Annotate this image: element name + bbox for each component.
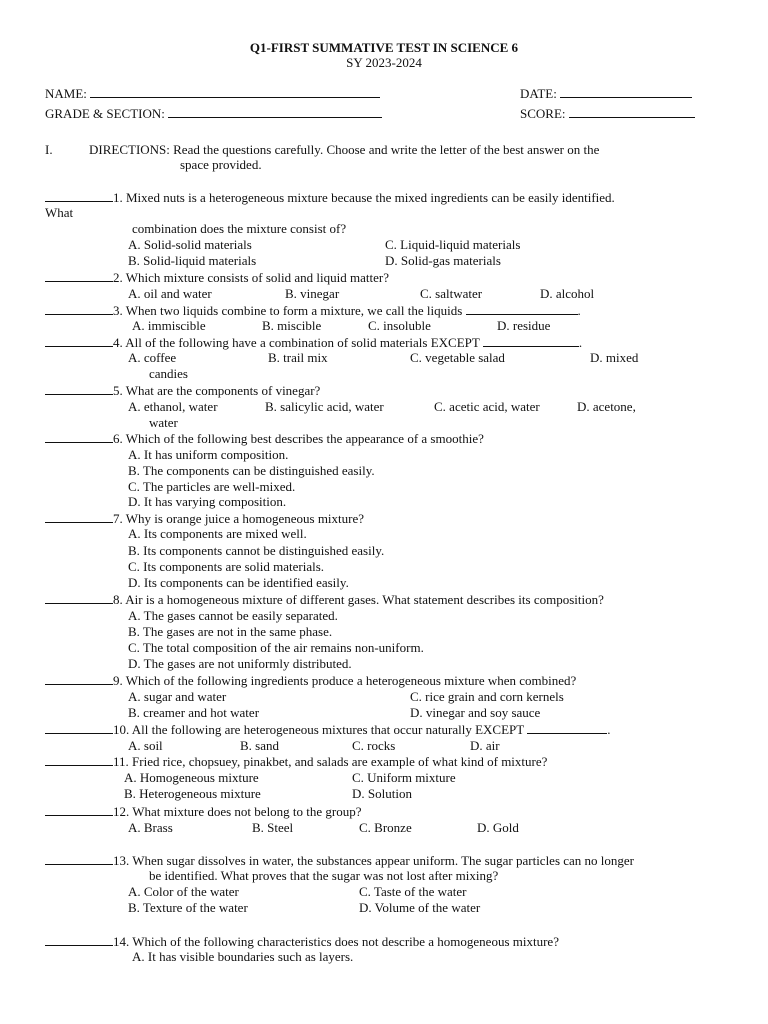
q7-option-a: A. Its components are mixed well. bbox=[128, 526, 307, 541]
q6-text: 6. Which of the following best describes the appearance of a smoothie? bbox=[113, 431, 484, 446]
q13-line2: be identified. What proves that the sugar was not lost after mixing? bbox=[149, 868, 499, 883]
grade-section-label: GRADE & SECTION: bbox=[45, 106, 165, 121]
q13-option-b: B. Texture of the water bbox=[128, 900, 248, 915]
answer-blank-3[interactable] bbox=[45, 302, 113, 315]
q3-option-d: D. residue bbox=[497, 318, 551, 333]
q5-option-a: A. ethanol, water bbox=[128, 399, 218, 414]
q11-option-a: A. Homogeneous mixture bbox=[124, 770, 259, 785]
q12-option-b: B. Steel bbox=[252, 820, 294, 835]
q6-option-a: A. It has uniform composition. bbox=[128, 447, 289, 462]
answer-blank-10[interactable] bbox=[45, 721, 113, 734]
q7-option-c: C. Its components are solid materials. bbox=[128, 559, 325, 574]
q1-option-a: A. Solid-solid materials bbox=[128, 237, 252, 252]
test-title: Q1-FIRST SUMMATIVE TEST IN SCIENCE 6 bbox=[249, 40, 519, 55]
q1-line2: combination does the mixture consist of? bbox=[132, 221, 347, 236]
q9-option-b: B. creamer and hot water bbox=[128, 705, 260, 720]
question-3: 3. When two liquids combine to form a mixture, we call the liquids . bbox=[45, 302, 581, 319]
answer-blank-8[interactable] bbox=[45, 591, 113, 604]
q13-option-c: C. Taste of the water bbox=[359, 884, 467, 899]
school-year: SY 2023-2024 bbox=[346, 55, 422, 70]
q8-option-d: D. The gases are not uniformly distributed. bbox=[128, 656, 352, 671]
q13-option-a: A. Color of the water bbox=[128, 884, 239, 899]
answer-blank-12[interactable] bbox=[45, 803, 113, 816]
q6-option-d: D. It has varying composition. bbox=[128, 494, 287, 509]
q8-option-c: C. The total composition of the air remains non-uniform. bbox=[128, 640, 424, 655]
q5-option-a-cont: water bbox=[149, 415, 178, 430]
answer-blank-11[interactable] bbox=[45, 753, 113, 766]
question-11 bbox=[45, 753, 547, 770]
q6-option-c: C. The particles are well-mixed. bbox=[128, 479, 296, 494]
q4-text: 4. All of the following have a combination of solid materials EXCEPT bbox=[113, 335, 480, 350]
q1-option-c: C. Liquid-liquid materials bbox=[385, 237, 521, 252]
q10-text: 10. All the following are heterogeneous mixtures that occur naturally EXCEPT bbox=[113, 722, 524, 737]
q7-option-b: B. Its components cannot be distinguished easily. bbox=[128, 543, 385, 558]
name-label: NAME: bbox=[45, 86, 87, 101]
q4-option-d-cont: candies bbox=[149, 366, 188, 381]
q5-option-c: C. acetic acid, water bbox=[434, 399, 540, 414]
q8-option-b: B. The gases are not in the same phase. bbox=[128, 624, 333, 639]
answer-blank-1[interactable] bbox=[45, 189, 113, 202]
score-field[interactable] bbox=[520, 105, 695, 122]
q14-option-a: A. It has visible boundaries such as layers. bbox=[132, 949, 354, 964]
directions-line1: DIRECTIONS: Read the questions carefully. Choose and write the letter of the best answer on the bbox=[89, 142, 600, 157]
score-blank[interactable] bbox=[569, 105, 695, 118]
question-12 bbox=[45, 803, 362, 820]
q8-text: 8. Air is a homogeneous mixture of different gases. What statement describes its composition? bbox=[113, 592, 604, 607]
answer-blank-5[interactable] bbox=[45, 382, 113, 395]
question-2 bbox=[45, 269, 389, 286]
question-13 bbox=[45, 852, 634, 869]
q6-option-b: B. The components can be distinguished easily. bbox=[128, 463, 375, 478]
q9-option-a: A. sugar and water bbox=[128, 689, 227, 704]
question-8 bbox=[45, 591, 604, 608]
q12-option-c: C. Bronze bbox=[359, 820, 412, 835]
q10-option-d: D. air bbox=[470, 738, 500, 753]
q13-option-d: D. Volume of the water bbox=[359, 900, 481, 915]
question-5 bbox=[45, 382, 320, 399]
q3-option-a: A. immiscible bbox=[132, 318, 206, 333]
q12-text: 12. What mixture does not belong to the group? bbox=[113, 804, 362, 819]
q10-option-c: C. rocks bbox=[352, 738, 396, 753]
date-label: DATE: bbox=[520, 86, 557, 101]
q1-text: 1. Mixed nuts is a heterogeneous mixture because the mixed ingredients can be easily identified. bbox=[113, 190, 615, 205]
answer-blank-13[interactable] bbox=[45, 852, 113, 865]
q10-fill-blank[interactable] bbox=[527, 721, 607, 734]
q11-option-d: D. Solution bbox=[352, 786, 412, 801]
answer-blank-4[interactable] bbox=[45, 334, 113, 347]
name-blank[interactable] bbox=[90, 85, 380, 98]
q11-option-c: C. Uniform mixture bbox=[352, 770, 456, 785]
q1-what: What bbox=[45, 205, 74, 220]
q3-option-c: C. insoluble bbox=[368, 318, 431, 333]
q3-text: 3. When two liquids combine to form a mixture, we call the liquids bbox=[113, 303, 463, 318]
q9-text: 9. Which of the following ingredients produce a heterogeneous mixture when combined? bbox=[113, 673, 577, 688]
q11-option-b: B. Heterogeneous mixture bbox=[124, 786, 261, 801]
q2-option-d: D. alcohol bbox=[540, 286, 595, 301]
q13-text: 13. When sugar dissolves in water, the substances appear uniform. The sugar particles can no longer bbox=[113, 853, 635, 868]
q1-option-b: B. Solid-liquid materials bbox=[128, 253, 257, 268]
directions-line2: space provided. bbox=[180, 157, 262, 172]
answer-blank-9[interactable] bbox=[45, 672, 113, 685]
q4-option-a: A. coffee bbox=[128, 350, 177, 365]
answer-blank-7[interactable] bbox=[45, 510, 113, 523]
q8-option-a: A. The gases cannot be easily separated. bbox=[128, 608, 338, 623]
question-7 bbox=[45, 510, 364, 527]
question-4: 4. All of the following have a combination of solid materials EXCEPT . bbox=[45, 334, 582, 351]
q4-option-b: B. trail mix bbox=[268, 350, 328, 365]
q2-text: 2. Which mixture consists of solid and liquid matter? bbox=[113, 270, 389, 285]
question-10: 10. All the following are heterogeneous mixtures that occur naturally EXCEPT . bbox=[45, 721, 610, 738]
q2-option-c: C. saltwater bbox=[420, 286, 483, 301]
q12-option-d: D. Gold bbox=[477, 820, 519, 835]
section-number: I. bbox=[45, 142, 53, 157]
q12-option-a: A. Brass bbox=[128, 820, 173, 835]
question-9 bbox=[45, 672, 576, 689]
q2-option-a: A. oil and water bbox=[128, 286, 212, 301]
q5-option-d: D. acetone, bbox=[577, 399, 636, 414]
answer-blank-6[interactable] bbox=[45, 430, 113, 443]
answer-blank-2[interactable] bbox=[45, 269, 113, 282]
date-blank[interactable] bbox=[560, 85, 692, 98]
q4-option-c: C. vegetable salad bbox=[410, 350, 505, 365]
q3-option-b: B. miscible bbox=[262, 318, 322, 333]
q11-text: 11. Fried rice, chopsuey, pinakbet, and salads are example of what kind of mixture? bbox=[113, 754, 548, 769]
date-field[interactable] bbox=[520, 85, 692, 102]
q1-option-d: D. Solid-gas materials bbox=[385, 253, 501, 268]
q9-option-d: D. vinegar and soy sauce bbox=[410, 705, 541, 720]
q4-fill-blank[interactable] bbox=[483, 334, 579, 347]
q7-text: 7. Why is orange juice a homogeneous mixture? bbox=[113, 511, 365, 526]
q10-option-a: A. soil bbox=[128, 738, 163, 753]
score-label: SCORE: bbox=[520, 106, 566, 121]
question-6 bbox=[45, 430, 484, 447]
grade-section-blank[interactable] bbox=[168, 105, 382, 118]
q14-text: 14. Which of the following characteristics does not describe a homogeneous mixture? bbox=[113, 934, 559, 949]
grade-section-field[interactable] bbox=[45, 105, 382, 122]
name-field[interactable] bbox=[45, 85, 380, 102]
q4-option-d: D. mixed bbox=[590, 350, 639, 365]
q10-option-b: B. sand bbox=[240, 738, 279, 753]
q9-option-c: C. rice grain and corn kernels bbox=[410, 689, 564, 704]
q5-text: 5. What are the components of vinegar? bbox=[113, 383, 321, 398]
q3-fill-blank[interactable] bbox=[466, 302, 578, 315]
q2-option-b: B. vinegar bbox=[285, 286, 340, 301]
answer-blank-14[interactable] bbox=[45, 933, 113, 946]
question-1 bbox=[45, 189, 615, 206]
question-14 bbox=[45, 933, 559, 950]
q7-option-d: D. Its components can be identified easily. bbox=[128, 575, 349, 590]
q5-option-b: B. salicylic acid, water bbox=[265, 399, 384, 414]
